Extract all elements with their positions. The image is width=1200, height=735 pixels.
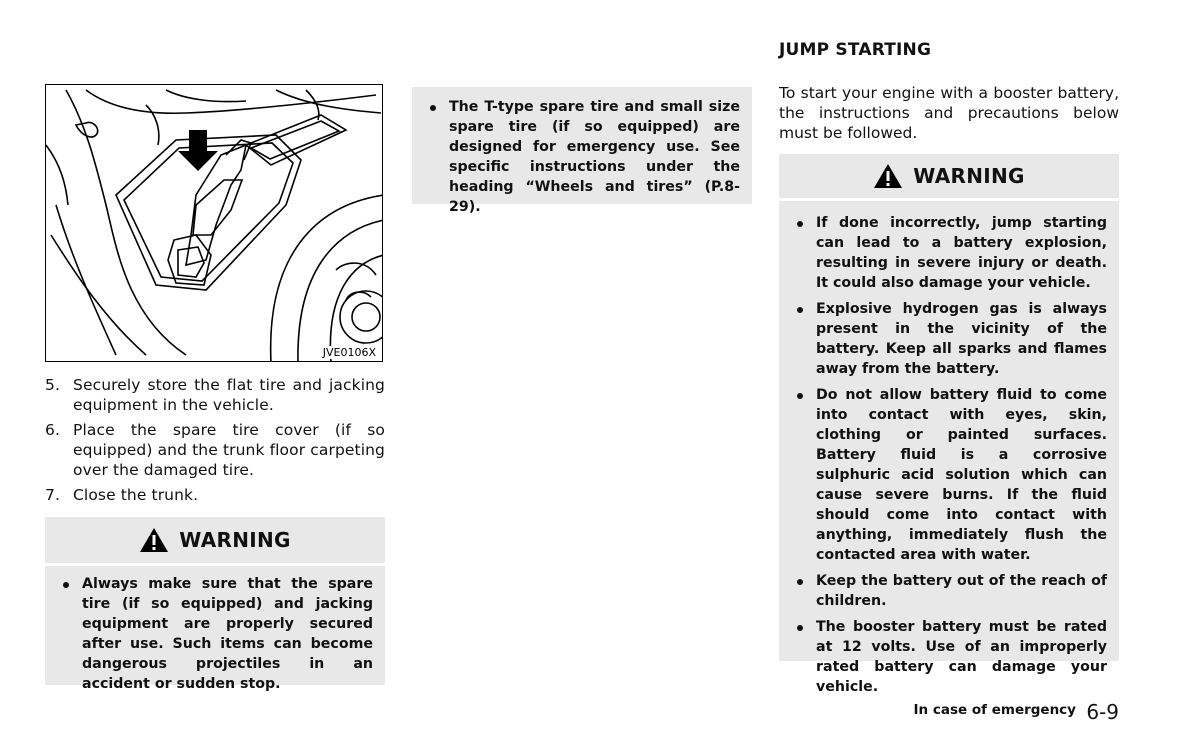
- step-item: [45, 420, 385, 480]
- step-text: Close the trunk.: [73, 486, 199, 504]
- warning-item: Keep the battery out of the reach of children.: [791, 571, 1107, 611]
- warning-list: [45, 566, 385, 706]
- warning-list: [779, 201, 1119, 709]
- warning-box-left: [45, 517, 385, 692]
- note-item: The T-type spare tire and small size spare tire (if so equipped) are designed for emergency use. See specific instructions under the heading “Wheels and tires” (P.8-29).: [424, 97, 740, 217]
- warning-triangle-icon: [139, 527, 169, 553]
- step-number: 6.: [45, 421, 60, 439]
- warning-item: Do not allow battery fluid to come into contact with eyes, skin, clothing or painted surfaces. Battery fluid is a corrosive sulphuric acid solution which can cause severe burns. If the fluid should come into contact with anything, immediately flush the contacted area with water.: [791, 385, 1107, 565]
- warning-item: The booster battery must be rated at 12 volts. Use of an improperly rated battery can damage your vehicle.: [791, 617, 1107, 697]
- warning-title: WARNING: [913, 164, 1025, 188]
- warning-triangle-icon: [873, 163, 903, 189]
- spare-tire-note: [412, 87, 752, 215]
- warning-item: Explosive hydrogen gas is always present in the vicinity of the battery. Keep all sparks and flames away from the battery.: [791, 299, 1107, 379]
- warning-box-right: [779, 154, 1119, 695]
- section-intro: To start your engine with a booster battery, the instructions and precautions below must be followed.: [779, 84, 1119, 142]
- footer-section-name: In case of emergency: [913, 702, 1076, 718]
- step-text: Securely store the flat tire and jacking equipment in the vehicle.: [73, 376, 385, 414]
- note-list: [412, 87, 752, 217]
- figure-code: JVE0106X: [322, 346, 376, 359]
- section-title: JUMP STARTING: [779, 40, 932, 60]
- step-item: [45, 375, 385, 415]
- step-item: [45, 485, 385, 505]
- warning-header: [779, 154, 1119, 201]
- jack-storage-illustration: [45, 84, 383, 362]
- warning-header: [45, 517, 385, 566]
- step-number: 7.: [45, 486, 60, 504]
- page-number: 6-9: [1086, 700, 1119, 724]
- warning-item: Always make sure that the spare tire (if so equipped) and jacking equipment are properly secured after use. Such items can become dangerous projectiles in an accident or sudden stop.: [57, 574, 373, 694]
- warning-item: If done incorrectly, jump starting can lead to a battery explosion, resulting in severe injury or death. It could also damage your vehicle.: [791, 213, 1107, 293]
- step-text: Place the spare tire cover (if so equipped) and the trunk floor carpeting over the damaged tire.: [73, 421, 385, 479]
- warning-title: WARNING: [179, 528, 291, 552]
- steps-list: [45, 375, 385, 510]
- trunk-jack-drawing: [46, 85, 383, 362]
- step-number: 5.: [45, 376, 60, 394]
